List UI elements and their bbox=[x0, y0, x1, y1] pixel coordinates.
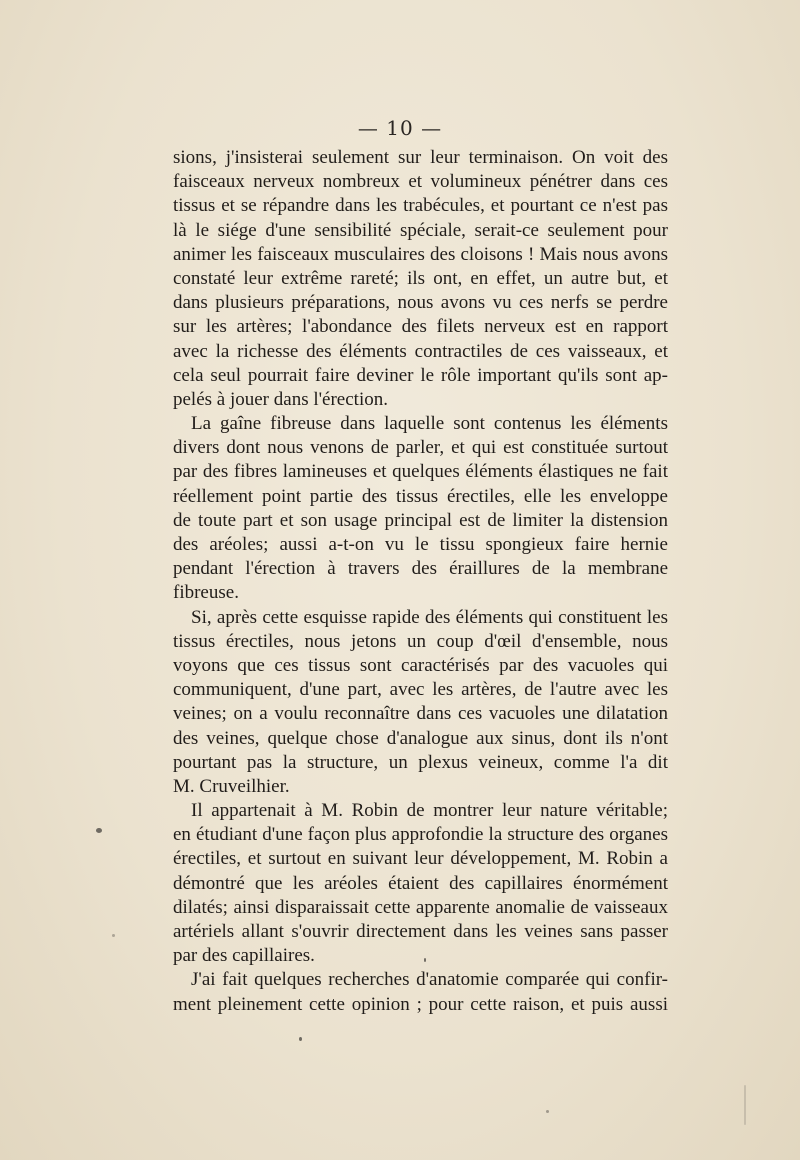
text-line: Si, après cette esquisse rapide des éléments qui constituent les bbox=[191, 606, 668, 628]
text-line: de toute part et son usage principal est de limiter la distension bbox=[173, 509, 668, 531]
text-line: en étudiant d'une façon plus approfondie la structure des organes bbox=[173, 824, 668, 846]
ink-speck bbox=[744, 1085, 746, 1125]
text-line: animer les faisceaux musculaires des cloisons ! Mais nous avons bbox=[173, 243, 668, 265]
text-line: tissus et se répandre dans les trabécules, et pourtant ce n'est pas bbox=[173, 195, 668, 217]
text-line: cela seul pourrait faire deviner le rôle important qu'ils sont ap- bbox=[173, 364, 668, 386]
ink-speck bbox=[424, 958, 426, 962]
text-line: La gaîne fibreuse dans laquelle sont contenus les éléments bbox=[191, 413, 668, 435]
text-line: des veines, quelque chose d'analogue aux sinus, dont ils n'ont bbox=[173, 727, 668, 749]
text-line: dilatés; ainsi disparaissait cette apparente anomalie de vaisseaux bbox=[173, 896, 668, 918]
text-line: pendant l'érection à travers des éraillures de la membrane bbox=[173, 558, 668, 580]
text-line: érectiles, et surtout en suivant leur développement, M. Robin a bbox=[173, 848, 668, 870]
body-text bbox=[173, 146, 668, 1017]
text-line: constaté leur extrême rareté; ils ont, en effet, un autre but, et bbox=[173, 267, 668, 289]
text-line: démontré que les aréoles étaient des capillaires énormément bbox=[173, 872, 668, 894]
text-line: divers dont nous venons de parler, et qui est constituée surtout bbox=[173, 437, 668, 459]
text-line: sur les artères; l'abondance des filets nerveux est en rapport bbox=[173, 316, 668, 338]
text-line: voyons que ces tissus sont caractérisés par des vacuoles qui bbox=[173, 654, 668, 676]
text-line: par des fibres lamineuses et quelques éléments élastiques ne fait bbox=[173, 461, 668, 483]
text-line: par des capillaires. bbox=[173, 945, 315, 967]
text-line: des aréoles; aussi a-t-on vu le tissu spongieux faire hernie bbox=[173, 534, 668, 555]
text-line: sions, j'insisterai seulement sur leur terminaison. On voit des bbox=[173, 147, 668, 168]
ink-speck bbox=[299, 1037, 302, 1041]
ink-speck bbox=[96, 828, 102, 833]
ink-speck bbox=[546, 1110, 549, 1113]
text-line: artériels allant s'ouvrir directement dans les veines sans passer bbox=[173, 921, 668, 942]
text-line: dans plusieurs préparations, nous avons vu ces nerfs se perdre bbox=[173, 292, 668, 314]
text-line: M. Cruveilhier. bbox=[173, 775, 290, 797]
text-line: faisceaux nerveux nombreux et volumineux pénétrer dans ces bbox=[173, 171, 668, 193]
text-line: réellement point partie des tissus érectiles, elle les enveloppe bbox=[173, 485, 668, 507]
text-line: pelés à jouer dans l'érection. bbox=[173, 388, 388, 410]
text-line: veines; on a voulu reconnaître dans ces vacuoles une dilatation bbox=[173, 703, 668, 725]
text-line: avec la richesse des éléments contractiles de ces vaisseaux, et bbox=[173, 340, 668, 362]
text-line: là le siége d'une sensibilité spéciale, serait-ce seulement pour bbox=[173, 219, 668, 241]
text-line: Il appartenait à M. Robin de montrer leur nature véritable; bbox=[191, 800, 668, 822]
text-line: fibreuse. bbox=[173, 582, 239, 604]
text-line: tissus érectiles, nous jetons un coup d'œil d'ensemble, nous bbox=[173, 630, 668, 652]
text-line: J'ai fait quelques recherches d'anatomie comparée qui confir- bbox=[191, 969, 668, 991]
page-number: — 10 — bbox=[357, 116, 443, 140]
text-line: communiquent, d'une part, avec les artères, de l'autre avec les bbox=[173, 679, 668, 701]
text-line: ment pleinement cette opinion ; pour cette raison, et puis aussi bbox=[173, 993, 668, 1015]
ink-speck bbox=[112, 934, 115, 937]
text-line: pourtant pas la structure, un plexus veineux, comme l'a dit bbox=[173, 751, 668, 773]
